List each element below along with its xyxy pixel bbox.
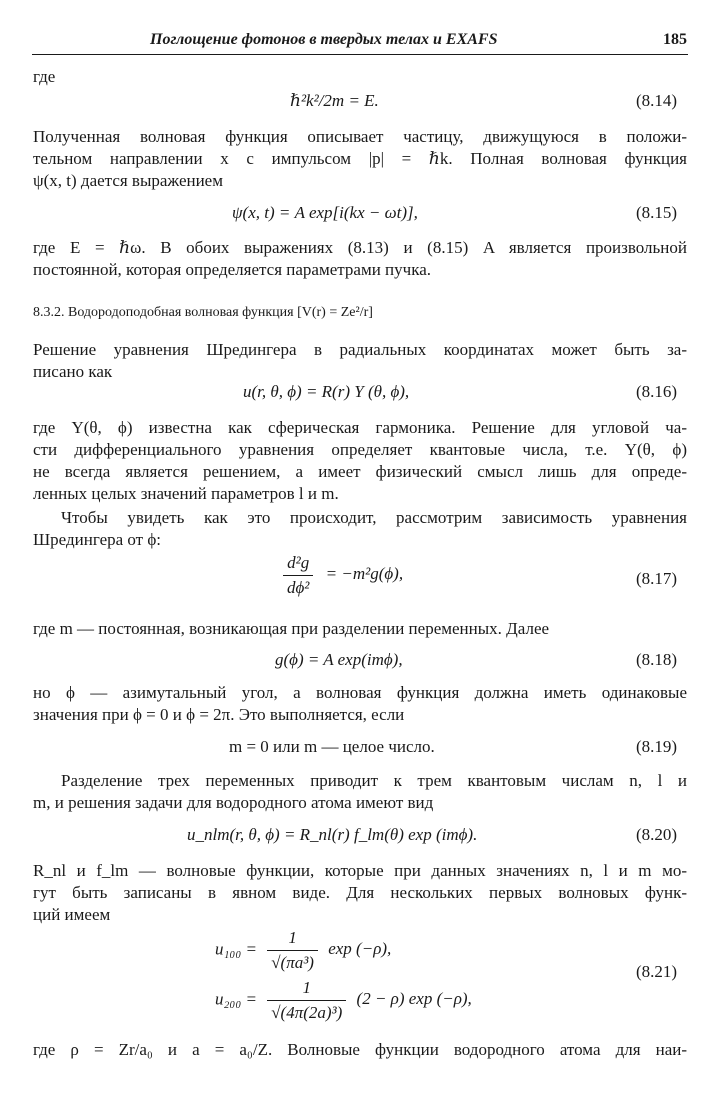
- paragraph-6: [33, 618, 687, 640]
- text-line: где Y(θ, ϕ) известна как сферическая гармоника. Решение для угловой ча-: [33, 418, 687, 437]
- text-line: тельном направлении x с импульсом |p| = ℏk. Полная волновая функция: [33, 149, 687, 168]
- text-line: Чтобы увидеть как это происходит, рассмотрим зависимость уравнения: [61, 508, 687, 527]
- equation-8-17: [283, 553, 403, 598]
- paragraph-8: [33, 770, 687, 814]
- fraction-numerator: 1: [302, 978, 311, 997]
- paragraph-gde: [33, 66, 687, 88]
- text-line: где E = ℏω. В обоих выражениях (8.13) и (8.15) A является произвольной: [33, 238, 687, 257]
- equation-rhs: exp (−ρ),: [328, 939, 392, 959]
- equation-number-8-15: (8.15): [636, 203, 678, 222]
- text-line: ций имеем: [33, 905, 111, 924]
- running-header-title: Поглощение фотонов в твердых телах и EXAFS: [150, 31, 498, 48]
- equation-8-18: g(ϕ) = A exp(imϕ),: [275, 650, 403, 669]
- page-number: 185: [663, 31, 687, 48]
- equation-8-21-line-2: [215, 978, 472, 1023]
- paragraph-9: [33, 860, 687, 926]
- equation-8-15: ψ(x, t) = A exp[i(kx − ωt)],: [232, 203, 418, 222]
- fraction-denominator: √(πa³): [267, 950, 318, 973]
- text-line: писано как: [33, 362, 113, 381]
- equation-rhs: (2 − ρ) exp (−ρ),: [356, 989, 472, 1009]
- text-line: Решение уравнения Шредингера в радиальных координатах может быть за-: [33, 340, 687, 359]
- text-line: не всегда является решением, а имеет физический смысл лишь для опреде-: [33, 462, 687, 481]
- paragraph-5: [33, 507, 687, 551]
- text-line: Полученная волновая функция описывает частицу, движущуюся в положи-: [33, 127, 687, 146]
- fraction-denominator: √(4π(2a)³): [267, 1000, 346, 1023]
- fraction: [267, 978, 346, 1023]
- paragraph-1: [33, 126, 687, 192]
- equation-number-8-14: (8.14): [636, 91, 678, 110]
- header-rule: [32, 54, 688, 55]
- text-line: m, и решения задачи для водородного атома имеют вид: [33, 793, 434, 812]
- text-line: постоянной, которая определяется параметрами пучка.: [33, 260, 431, 279]
- equation-8-20: u_nlm(r, θ, ϕ) = R_nl(r) f_lm(θ) exp (imϕ).: [187, 825, 478, 844]
- text-line: Разделение трех переменных приводит к трем квантовым числам n, l и: [61, 771, 687, 790]
- fraction-denominator: dϕ²: [283, 575, 313, 598]
- text-line: но ϕ — азимутальный угол, а волновая функция должна иметь одинаковые: [33, 683, 687, 702]
- text-line: сти дифференциального уравнения определяет квантовые числа, т.е. Y(θ, ϕ): [33, 440, 687, 459]
- fraction-numerator: 1: [288, 928, 297, 947]
- equation-number-8-17: (8.17): [636, 569, 678, 588]
- text-line: где ρ = Zr/a₀ и a = a₀/Z. Волновые функции водородного атома для наи-: [33, 1040, 687, 1059]
- paragraph-7: [33, 682, 687, 726]
- equation-8-14: ℏ²k²/2m = E.: [290, 91, 379, 110]
- paragraph-2: [33, 237, 687, 281]
- equation-number-8-21: (8.21): [636, 962, 678, 981]
- equation-number-8-16: (8.16): [636, 382, 678, 401]
- subsection-heading: 8.3.2. Водородоподобная волновая функция [V(r) = Ze²/r]: [33, 305, 373, 320]
- text-line: Шредингера от ϕ:: [33, 530, 162, 549]
- equation-rhs: = −m²g(ϕ),: [325, 564, 404, 584]
- text-line: ψ(x, t) дается выражением: [33, 171, 223, 190]
- text-line: R_nl и f_lm — волновые функции, которые при данных значениях n, l и m мо-: [33, 861, 687, 880]
- equation-8-19: m = 0 или m — целое число.: [229, 737, 435, 756]
- equation-number-8-18: (8.18): [636, 650, 678, 669]
- paragraph-10: [33, 1039, 687, 1061]
- text-line: где m — постоянная, возникающая при разделении переменных. Далее: [33, 619, 550, 638]
- fraction: [267, 928, 318, 973]
- equation-lhs: u₁₀₀ =: [215, 939, 257, 959]
- equation-lhs: u₂₀₀ =: [215, 989, 257, 1009]
- equation-number-8-20: (8.20): [636, 825, 678, 844]
- equation-8-21-line-1: [215, 928, 391, 973]
- text-line: где: [33, 67, 56, 86]
- fraction: [283, 553, 313, 598]
- text-line: гут быть записаны в явном виде. Для нескольких первых волновых функ-: [33, 883, 687, 902]
- fraction-numerator: d²g: [287, 553, 310, 572]
- paragraph-4: [33, 417, 687, 505]
- text-line: значения при ϕ = 0 и ϕ = 2π. Это выполняется, если: [33, 705, 405, 724]
- paragraph-3: [33, 339, 687, 383]
- equation-number-8-19: (8.19): [636, 737, 678, 756]
- text-line: ленных целых значений параметров l и m.: [33, 484, 339, 503]
- equation-8-16: u(r, θ, ϕ) = R(r) Y (θ, ϕ),: [243, 382, 410, 401]
